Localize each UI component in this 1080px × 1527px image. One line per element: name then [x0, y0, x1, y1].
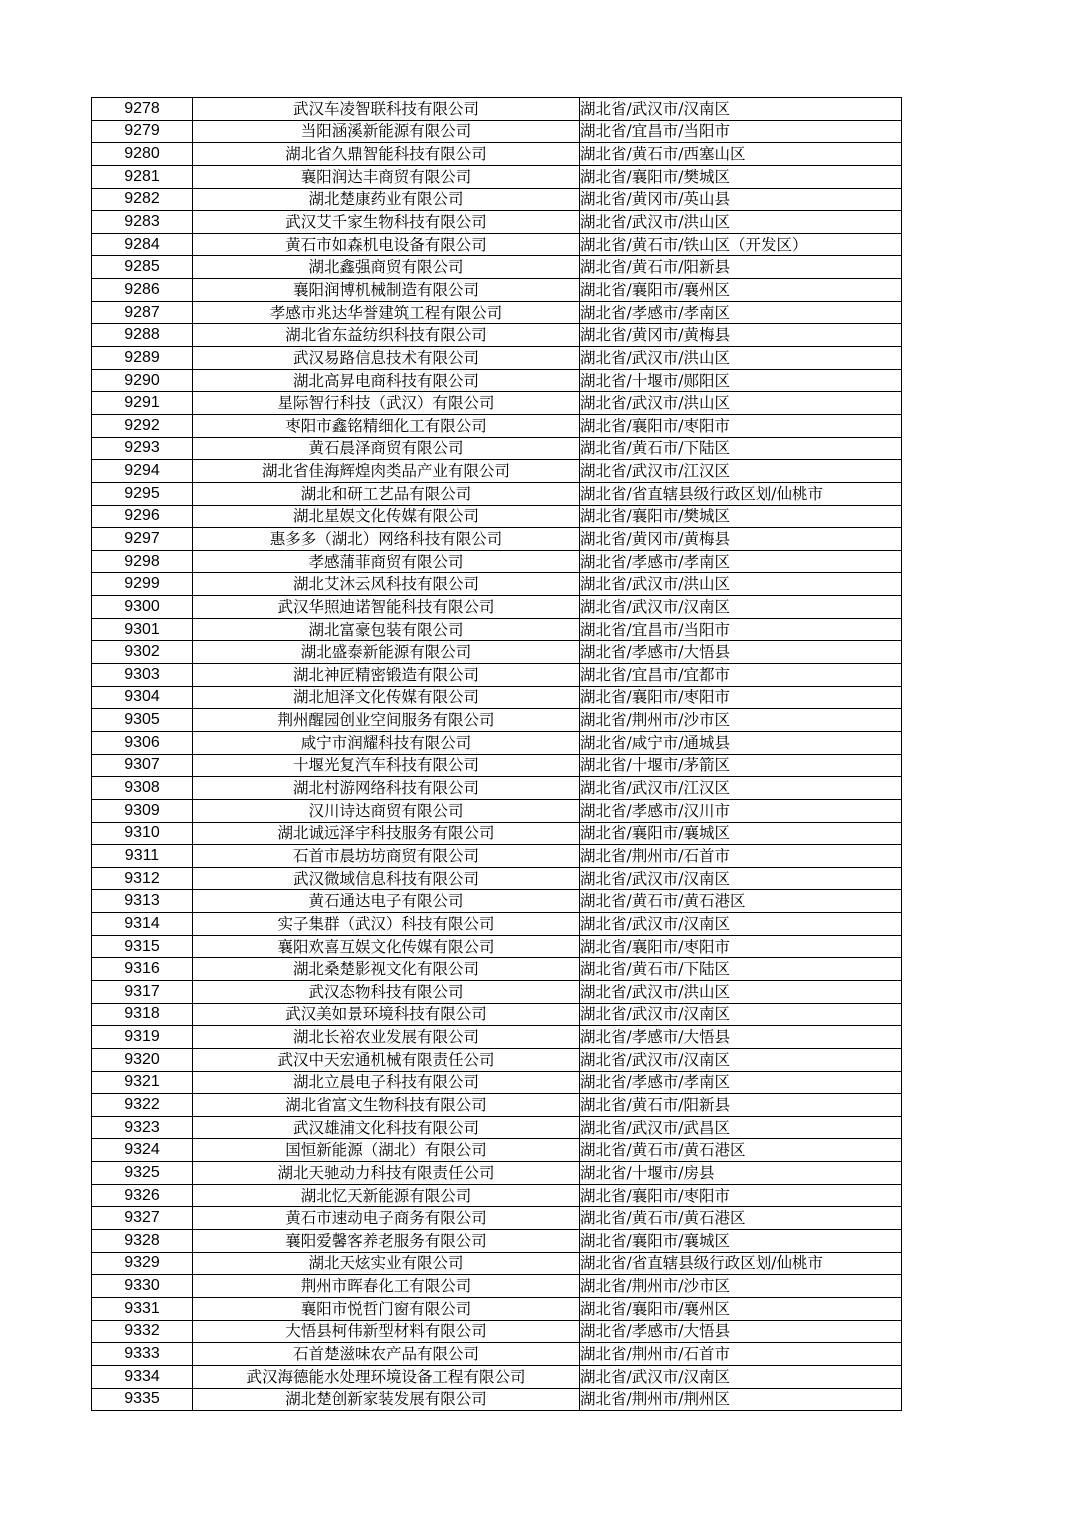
company-name: 湖北诚远泽宇科技服务有限公司 — [193, 822, 580, 845]
region-path: 湖北省/武汉市/洪山区 — [580, 347, 902, 370]
table-row — [92, 437, 902, 460]
region-path: 湖北省/武汉市/武昌区 — [580, 1116, 902, 1139]
table-row — [92, 98, 902, 121]
table-row — [92, 482, 902, 505]
company-name: 武汉态物科技有限公司 — [193, 980, 580, 1003]
company-name: 湖北楚创新家装发展有限公司 — [193, 1388, 580, 1411]
row-number: 9327 — [92, 1207, 193, 1230]
row-number: 9285 — [92, 256, 193, 279]
table-row — [92, 1026, 902, 1049]
region-path: 湖北省/荆州市/石首市 — [580, 845, 902, 868]
company-name: 惠多多（湖北）网络科技有限公司 — [193, 528, 580, 551]
region-path: 湖北省/荆州市/沙市区 — [580, 709, 902, 732]
row-number: 9312 — [92, 867, 193, 890]
table-body — [92, 98, 902, 1411]
company-name: 湖北省久鼎智能科技有限公司 — [193, 143, 580, 166]
row-number: 9305 — [92, 709, 193, 732]
row-number: 9300 — [92, 596, 193, 619]
region-path: 湖北省/襄阳市/襄州区 — [580, 279, 902, 302]
region-path: 湖北省/十堰市/茅箭区 — [580, 754, 902, 777]
table-row — [92, 1297, 902, 1320]
table-row — [92, 1139, 902, 1162]
table-row — [92, 211, 902, 234]
region-path: 湖北省/咸宁市/通城县 — [580, 731, 902, 754]
company-name: 襄阳润博机械制造有限公司 — [193, 279, 580, 302]
row-number: 9316 — [92, 958, 193, 981]
company-name: 湖北楚康药业有限公司 — [193, 188, 580, 211]
company-name: 湖北神匠精密锻造有限公司 — [193, 664, 580, 687]
region-path: 湖北省/襄阳市/枣阳市 — [580, 1184, 902, 1207]
table-row — [92, 460, 902, 483]
company-name: 黄石市速动电子商务有限公司 — [193, 1207, 580, 1230]
table-row — [92, 369, 902, 392]
table-row — [92, 528, 902, 551]
company-name: 湖北天驰动力科技有限责任公司 — [193, 1162, 580, 1185]
region-path: 湖北省/武汉市/汉南区 — [580, 98, 902, 121]
row-number: 9282 — [92, 188, 193, 211]
region-path: 湖北省/十堰市/房县 — [580, 1162, 902, 1185]
table-row — [92, 301, 902, 324]
row-number: 9320 — [92, 1048, 193, 1071]
region-path: 湖北省/省直辖县级行政区划/仙桃市 — [580, 482, 902, 505]
company-name: 石首楚滋味农产品有限公司 — [193, 1343, 580, 1366]
row-number: 9281 — [92, 165, 193, 188]
table-row — [92, 120, 902, 143]
row-number: 9301 — [92, 618, 193, 641]
row-number: 9329 — [92, 1252, 193, 1275]
row-number: 9311 — [92, 845, 193, 868]
company-table — [91, 97, 902, 1411]
row-number: 9325 — [92, 1162, 193, 1185]
table-row — [92, 1048, 902, 1071]
table-row — [92, 958, 902, 981]
company-name: 黄石通达电子有限公司 — [193, 890, 580, 913]
table-row — [92, 143, 902, 166]
region-path: 湖北省/襄阳市/襄城区 — [580, 822, 902, 845]
row-number: 9331 — [92, 1297, 193, 1320]
region-path: 湖北省/宜昌市/当阳市 — [580, 618, 902, 641]
table-row — [92, 165, 902, 188]
company-name: 湖北省东益纺织科技有限公司 — [193, 324, 580, 347]
company-name: 湖北高昇电商科技有限公司 — [193, 369, 580, 392]
region-path: 湖北省/宜昌市/宜都市 — [580, 664, 902, 687]
company-name: 湖北艾沐云风科技有限公司 — [193, 573, 580, 596]
region-path: 湖北省/武汉市/洪山区 — [580, 980, 902, 1003]
table-row — [92, 1230, 902, 1253]
region-path: 湖北省/武汉市/汉南区 — [580, 913, 902, 936]
company-name: 武汉车凌智联科技有限公司 — [193, 98, 580, 121]
company-name: 枣阳市鑫铭精细化工有限公司 — [193, 414, 580, 437]
table-row — [92, 686, 902, 709]
table-row — [92, 1116, 902, 1139]
row-number: 9332 — [92, 1320, 193, 1343]
row-number: 9313 — [92, 890, 193, 913]
table-row — [92, 392, 902, 415]
row-number: 9280 — [92, 143, 193, 166]
row-number: 9321 — [92, 1071, 193, 1094]
table-row — [92, 1094, 902, 1117]
region-path: 湖北省/宜昌市/当阳市 — [580, 120, 902, 143]
row-number: 9322 — [92, 1094, 193, 1117]
row-number: 9307 — [92, 754, 193, 777]
region-path: 湖北省/孝感市/大悟县 — [580, 1026, 902, 1049]
company-name: 武汉雄浦文化科技有限公司 — [193, 1116, 580, 1139]
region-path: 湖北省/孝感市/大悟县 — [580, 641, 902, 664]
row-number: 9333 — [92, 1343, 193, 1366]
region-path: 湖北省/荆州市/荆州区 — [580, 1388, 902, 1411]
region-path: 湖北省/黄石市/铁山区（开发区） — [580, 233, 902, 256]
row-number: 9319 — [92, 1026, 193, 1049]
region-path: 湖北省/孝感市/孝南区 — [580, 550, 902, 573]
table-row — [92, 709, 902, 732]
region-path: 湖北省/荆州市/沙市区 — [580, 1275, 902, 1298]
region-path: 湖北省/黄石市/阳新县 — [580, 1094, 902, 1117]
row-number: 9304 — [92, 686, 193, 709]
company-name: 星际智行科技（武汉）有限公司 — [193, 392, 580, 415]
company-name: 湖北星娱文化传媒有限公司 — [193, 505, 580, 528]
row-number: 9287 — [92, 301, 193, 324]
table-row — [92, 664, 902, 687]
company-name: 黄石晨泽商贸有限公司 — [193, 437, 580, 460]
table-row — [92, 1365, 902, 1388]
row-number: 9298 — [92, 550, 193, 573]
table-row — [92, 845, 902, 868]
table-row — [92, 754, 902, 777]
row-number: 9294 — [92, 460, 193, 483]
table-row — [92, 913, 902, 936]
row-number: 9292 — [92, 414, 193, 437]
table-row — [92, 596, 902, 619]
table-row — [92, 324, 902, 347]
company-name: 黄石市如森机电设备有限公司 — [193, 233, 580, 256]
region-path: 湖北省/襄阳市/樊城区 — [580, 505, 902, 528]
row-number: 9283 — [92, 211, 193, 234]
region-path: 湖北省/黄石市/下陆区 — [580, 437, 902, 460]
table-row — [92, 822, 902, 845]
table-row — [92, 1003, 902, 1026]
region-path: 湖北省/襄阳市/樊城区 — [580, 165, 902, 188]
table-row — [92, 573, 902, 596]
row-number: 9303 — [92, 664, 193, 687]
table-row — [92, 980, 902, 1003]
region-path: 湖北省/襄阳市/枣阳市 — [580, 935, 902, 958]
company-name: 湖北省佳海辉煌肉类品产业有限公司 — [193, 460, 580, 483]
table-row — [92, 935, 902, 958]
region-path: 湖北省/孝感市/汉川市 — [580, 799, 902, 822]
table-row — [92, 256, 902, 279]
company-name: 国恒新能源（湖北）有限公司 — [193, 1139, 580, 1162]
table-row — [92, 1320, 902, 1343]
region-path: 湖北省/黄冈市/黄梅县 — [580, 324, 902, 347]
row-number: 9286 — [92, 279, 193, 302]
region-path: 湖北省/襄阳市/襄城区 — [580, 1230, 902, 1253]
table-row — [92, 1388, 902, 1411]
region-path: 湖北省/黄石市/黄石港区 — [580, 1207, 902, 1230]
company-name: 大悟县柯伟新型材料有限公司 — [193, 1320, 580, 1343]
company-name: 湖北旭泽文化传媒有限公司 — [193, 686, 580, 709]
row-number: 9318 — [92, 1003, 193, 1026]
company-name: 湖北和研工艺品有限公司 — [193, 482, 580, 505]
row-number: 9289 — [92, 347, 193, 370]
company-name: 荆州市晖春化工有限公司 — [193, 1275, 580, 1298]
region-path: 湖北省/黄石市/阳新县 — [580, 256, 902, 279]
company-name: 湖北鑫强商贸有限公司 — [193, 256, 580, 279]
table-row — [92, 414, 902, 437]
region-path: 湖北省/武汉市/汉南区 — [580, 1365, 902, 1388]
region-path: 湖北省/黄冈市/英山县 — [580, 188, 902, 211]
company-name: 湖北忆天新能源有限公司 — [193, 1184, 580, 1207]
region-path: 湖北省/武汉市/洪山区 — [580, 392, 902, 415]
row-number: 9308 — [92, 777, 193, 800]
table-row — [92, 641, 902, 664]
row-number: 9296 — [92, 505, 193, 528]
company-name: 武汉微域信息科技有限公司 — [193, 867, 580, 890]
company-name: 当阳涵溪新能源有限公司 — [193, 120, 580, 143]
region-path: 湖北省/荆州市/石首市 — [580, 1343, 902, 1366]
region-path: 湖北省/武汉市/汉南区 — [580, 596, 902, 619]
company-name: 孝感市兆达华誉建筑工程有限公司 — [193, 301, 580, 324]
company-name: 襄阳欢喜互娱文化传媒有限公司 — [193, 935, 580, 958]
row-number: 9315 — [92, 935, 193, 958]
region-path: 湖北省/武汉市/江汉区 — [580, 460, 902, 483]
table-row — [92, 505, 902, 528]
row-number: 9278 — [92, 98, 193, 121]
company-name: 湖北省富文生物科技有限公司 — [193, 1094, 580, 1117]
company-name: 湖北立晨电子科技有限公司 — [193, 1071, 580, 1094]
region-path: 湖北省/十堰市/郧阳区 — [580, 369, 902, 392]
company-name: 湖北盛泰新能源有限公司 — [193, 641, 580, 664]
company-name: 襄阳润达丰商贸有限公司 — [193, 165, 580, 188]
row-number: 9317 — [92, 980, 193, 1003]
region-path: 湖北省/孝感市/孝南区 — [580, 1071, 902, 1094]
row-number: 9302 — [92, 641, 193, 664]
region-path: 湖北省/黄冈市/黄梅县 — [580, 528, 902, 551]
company-name: 湖北桑楚影视文化有限公司 — [193, 958, 580, 981]
company-name: 武汉美如景环境科技有限公司 — [193, 1003, 580, 1026]
table-row — [92, 188, 902, 211]
row-number: 9314 — [92, 913, 193, 936]
row-number: 9288 — [92, 324, 193, 347]
table-row — [92, 777, 902, 800]
region-path: 湖北省/省直辖县级行政区划/仙桃市 — [580, 1252, 902, 1275]
region-path: 湖北省/黄石市/西塞山区 — [580, 143, 902, 166]
table-row — [92, 799, 902, 822]
row-number: 9324 — [92, 1139, 193, 1162]
company-name: 湖北村游网络科技有限公司 — [193, 777, 580, 800]
table-row — [92, 1184, 902, 1207]
table-row — [92, 1162, 902, 1185]
company-name: 武汉中天宏通机械有限责任公司 — [193, 1048, 580, 1071]
table-row — [92, 890, 902, 913]
row-number: 9309 — [92, 799, 193, 822]
table-row — [92, 867, 902, 890]
table-row — [92, 279, 902, 302]
table-row — [92, 1275, 902, 1298]
region-path: 湖北省/襄阳市/枣阳市 — [580, 686, 902, 709]
row-number: 9334 — [92, 1365, 193, 1388]
region-path: 湖北省/武汉市/洪山区 — [580, 211, 902, 234]
company-name: 咸宁市润耀科技有限公司 — [193, 731, 580, 754]
row-number: 9299 — [92, 573, 193, 596]
row-number: 9335 — [92, 1388, 193, 1411]
company-name: 襄阳市悦哲门窗有限公司 — [193, 1297, 580, 1320]
table-row — [92, 550, 902, 573]
row-number: 9290 — [92, 369, 193, 392]
row-number: 9279 — [92, 120, 193, 143]
table-row — [92, 347, 902, 370]
row-number: 9297 — [92, 528, 193, 551]
company-name: 湖北长裕农业发展有限公司 — [193, 1026, 580, 1049]
company-name: 湖北富豪包装有限公司 — [193, 618, 580, 641]
table-row — [92, 233, 902, 256]
region-path: 湖北省/武汉市/江汉区 — [580, 777, 902, 800]
region-path: 湖北省/襄阳市/枣阳市 — [580, 414, 902, 437]
company-name: 武汉易路信息技术有限公司 — [193, 347, 580, 370]
company-name: 十堰光复汽车科技有限公司 — [193, 754, 580, 777]
company-name: 孝感蒲菲商贸有限公司 — [193, 550, 580, 573]
table-row — [92, 1343, 902, 1366]
row-number: 9326 — [92, 1184, 193, 1207]
table-row — [92, 1071, 902, 1094]
row-number: 9323 — [92, 1116, 193, 1139]
table-row — [92, 618, 902, 641]
table-row — [92, 1207, 902, 1230]
region-path: 湖北省/襄阳市/襄州区 — [580, 1297, 902, 1320]
region-path: 湖北省/武汉市/汉南区 — [580, 867, 902, 890]
company-name: 武汉海德能水处理环境设备工程有限公司 — [193, 1365, 580, 1388]
table-row — [92, 731, 902, 754]
company-name: 荆州醒园创业空间服务有限公司 — [193, 709, 580, 732]
row-number: 9306 — [92, 731, 193, 754]
row-number: 9295 — [92, 482, 193, 505]
region-path: 湖北省/孝感市/大悟县 — [580, 1320, 902, 1343]
region-path: 湖北省/孝感市/孝南区 — [580, 301, 902, 324]
company-name: 武汉华照迪诺智能科技有限公司 — [193, 596, 580, 619]
company-name: 汉川诗达商贸有限公司 — [193, 799, 580, 822]
company-name: 湖北天炫实业有限公司 — [193, 1252, 580, 1275]
region-path: 湖北省/武汉市/汉南区 — [580, 1003, 902, 1026]
row-number: 9293 — [92, 437, 193, 460]
region-path: 湖北省/黄石市/下陆区 — [580, 958, 902, 981]
row-number: 9330 — [92, 1275, 193, 1298]
region-path: 湖北省/黄石市/黄石港区 — [580, 1139, 902, 1162]
company-name: 襄阳爱馨客养老服务有限公司 — [193, 1230, 580, 1253]
company-name: 武汉艾千家生物科技有限公司 — [193, 211, 580, 234]
row-number: 9328 — [92, 1230, 193, 1253]
row-number: 9291 — [92, 392, 193, 415]
company-name: 实子集群（武汉）科技有限公司 — [193, 913, 580, 936]
region-path: 湖北省/武汉市/洪山区 — [580, 573, 902, 596]
row-number: 9310 — [92, 822, 193, 845]
region-path: 湖北省/武汉市/汉南区 — [580, 1048, 902, 1071]
region-path: 湖北省/黄石市/黄石港区 — [580, 890, 902, 913]
company-name: 石首市晨坊坊商贸有限公司 — [193, 845, 580, 868]
row-number: 9284 — [92, 233, 193, 256]
table-row — [92, 1252, 902, 1275]
